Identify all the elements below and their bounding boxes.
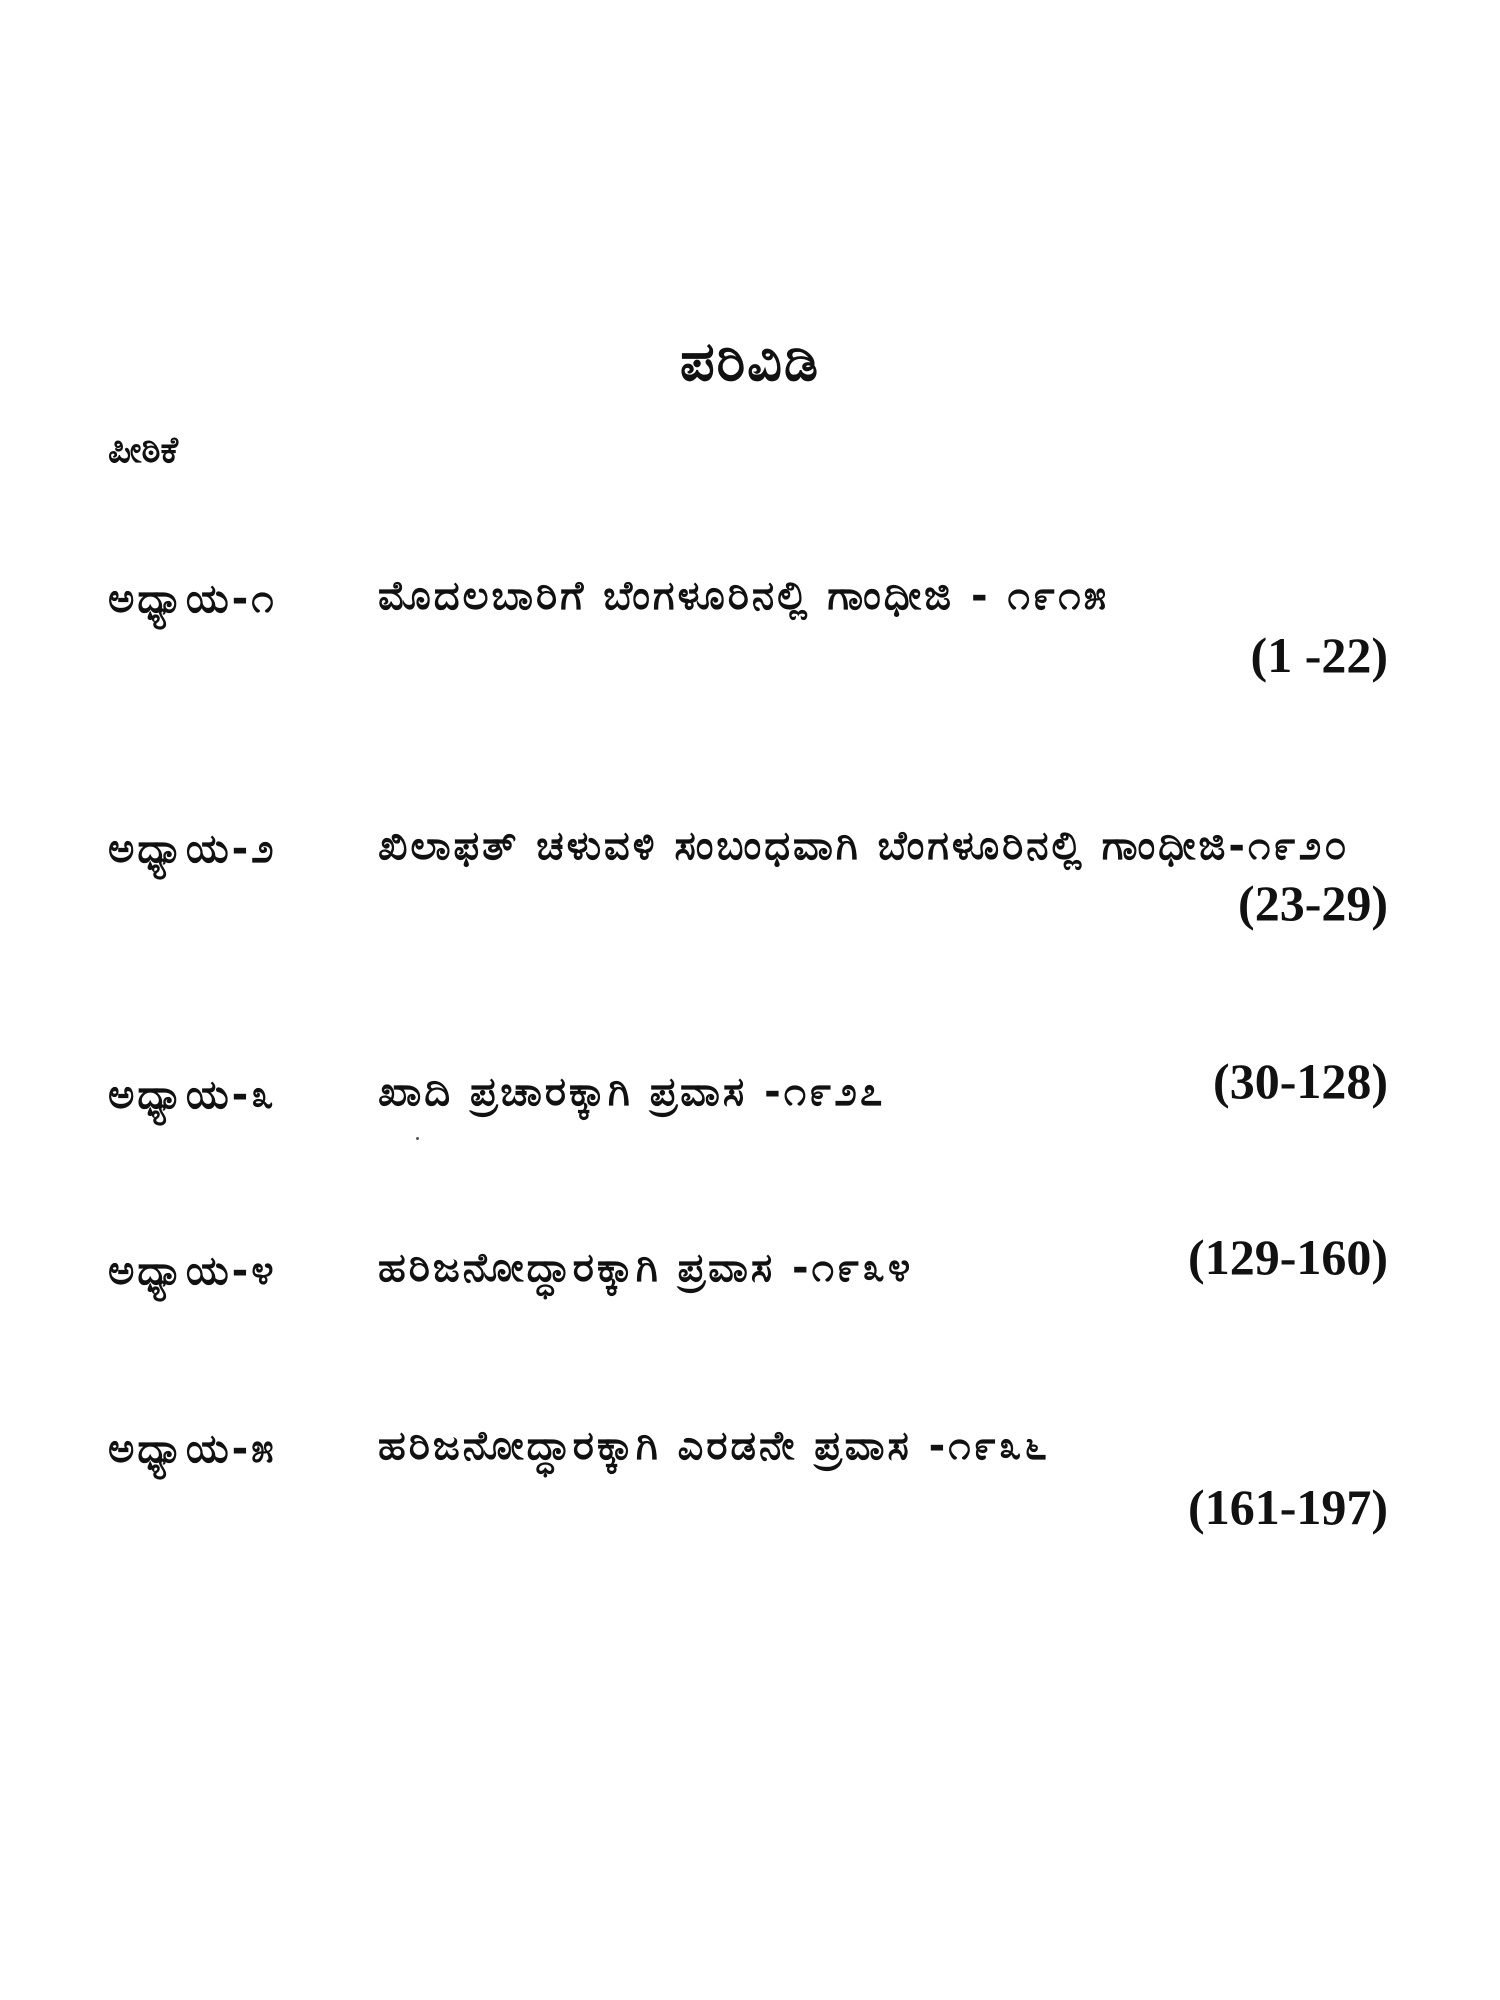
chapter-title: ಖಾದಿ ಪ್ರಚಾರಕ್ಕಾಗಿ ಪ್ರವಾಸ -೧೯೨೭: [378, 1069, 886, 1115]
chapter-label: ಅಧ್ಯಾಯ-೨: [108, 826, 277, 872]
page-range: (23-29): [1238, 875, 1388, 931]
page-range: (161-197): [1188, 1479, 1388, 1535]
toc-entry-4: [108, 1229, 1388, 1318]
chapter-title: ಹರಿಜನೋದ್ಧಾರಕ್ಕಾಗಿ ಪ್ರವಾಸ -೧೯೩೪: [378, 1245, 914, 1291]
chapter-label: ಅಧ್ಯಾಯ-೧: [108, 576, 277, 622]
toc-entry-1: [108, 573, 1388, 686]
toc-entry-3: [108, 1053, 1388, 1142]
page-title: ಪರಿವಿಡಿ: [680, 330, 820, 393]
chapter-label: ಅಧ್ಯಾಯ-೫: [108, 1426, 277, 1472]
page-range: (1 -22): [1250, 627, 1388, 683]
chapter-label: ಅಧ್ಯಾಯ-೩: [108, 1072, 277, 1118]
chapter-label: ಅಧ್ಯಾಯ-೪: [108, 1248, 277, 1294]
chapter-title: ಖಿಲಾಫತ್ ಚಳುವಳಿ ಸಂಬಂಧವಾಗಿ ಬೆಂಗಳೂರಿನಲ್ಲಿ ಗಾಂಧೀಜಿ-೧೯೨೦: [378, 823, 1350, 869]
speck-mark: [416, 1137, 419, 1140]
preface-entry: ಪೀಠಿಕೆ: [108, 430, 179, 471]
chapter-title: ಮೊದಲಬಾರಿಗೆ ಬೆಂಗಳೂರಿನಲ್ಲಿ ಗಾಂಧೀಜಿ - ೧೯೧೫: [378, 573, 1110, 619]
toc-entry-2: [108, 823, 1388, 936]
page-range: (30-128): [1213, 1053, 1388, 1109]
page-range: (129-160): [1188, 1229, 1388, 1285]
chapter-title: ಹರಿಜನೋದ್ಧಾರಕ್ಕಾಗಿ ಎರಡನೇ ಪ್ರವಾಸ -೧೯೩೬: [378, 1423, 1050, 1469]
toc-entry-5: [108, 1423, 1388, 1536]
